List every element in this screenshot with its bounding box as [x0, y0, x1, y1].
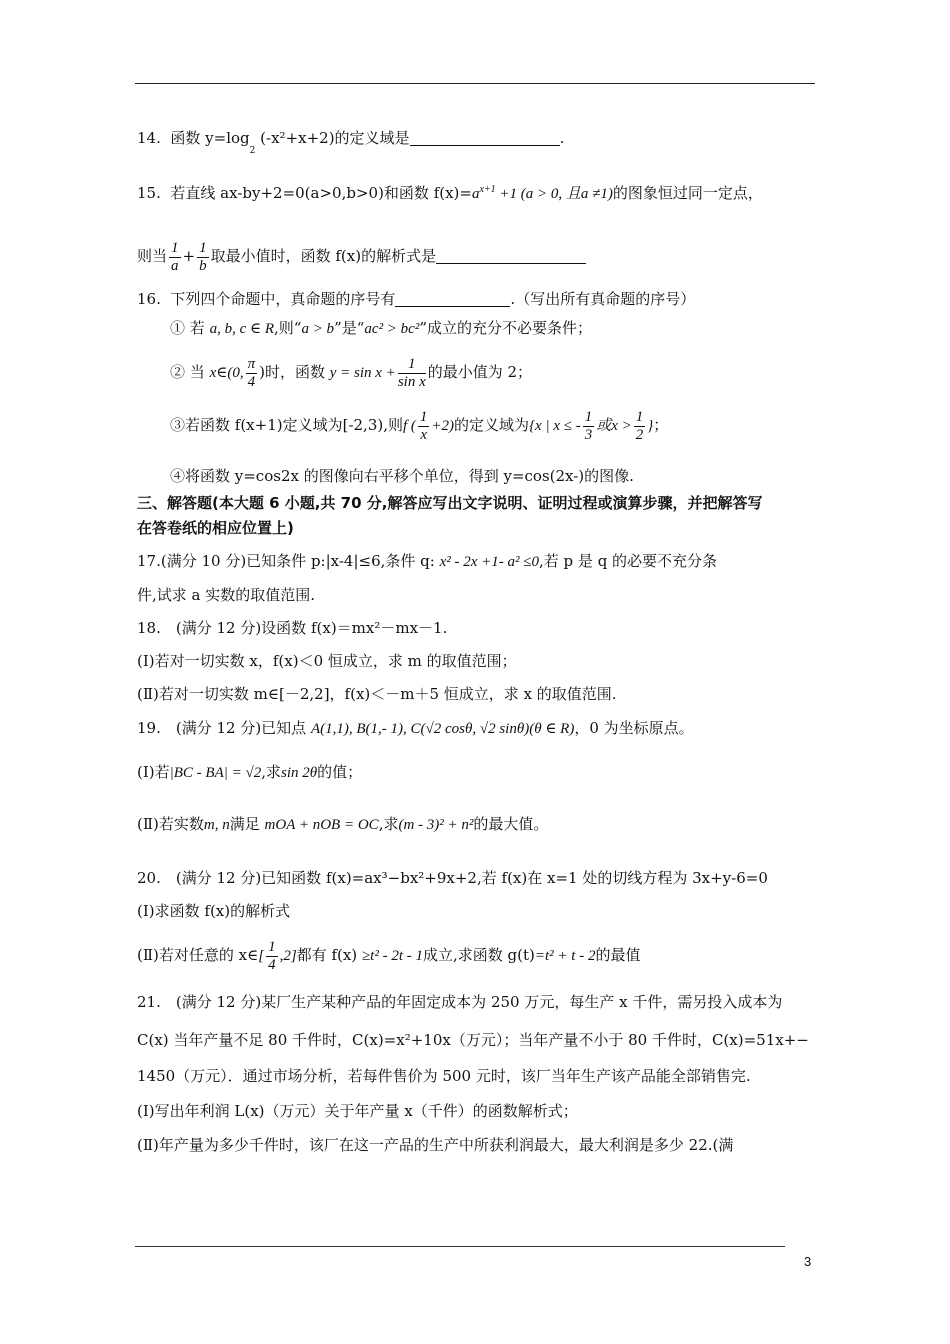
- q15-condition: (a > 0, 且a ≠1): [520, 186, 613, 202]
- q16-p3-fraction-1: $\frac{1}{x}$: [419, 408, 428, 443]
- question-17-line-2: 件,试求 a 实数的取值范围.: [137, 586, 316, 604]
- q15-plus-one: +1: [495, 186, 521, 202]
- q15-exponent: x+1: [479, 184, 496, 195]
- section-3-heading-2: 在答卷纸的相应位置上): [137, 519, 294, 537]
- q15-text-d: 则当: [137, 247, 168, 265]
- question-15-line-1: [137, 183, 763, 206]
- header-rule: [135, 83, 815, 84]
- question-17-line-1: 17.(满分 10 分)已知条件 p:|x-4|≤6,条件 q: x² - 2x +1- a² ≤0,若 p 是 q 的必要不充分条: [137, 552, 718, 570]
- question-21-part-i: (Ⅰ)写出年利润 L(x)（万元）关于年产量 x（千件）的函数解析式；: [137, 1102, 578, 1120]
- q16-answer-blank[interactable]: [395, 290, 510, 307]
- q16-text-a: 下列四个命题中，真命题的序号有: [170, 290, 396, 308]
- page-number: 3: [804, 1254, 812, 1269]
- question-15-line-2: [137, 236, 586, 276]
- q14-text-b: (-x²+x+2)的定义域是: [260, 129, 410, 147]
- question-19-part-i: (Ⅰ)若|BC - BA| = √2,求sin 2θ的值；: [137, 763, 363, 781]
- section-3-heading-1: 三、解答题(本大题 6 小题,共 70 分,解答应写出文字说明、证明过程或演算步骤，并把解答写: [137, 494, 763, 512]
- question-19-stem: 19. (满分 12 分)已知点 A(1,1), B(1,- 1), C(√2 cosθ, √2 sinθ)(θ ∈ R)，0 为坐标原点。: [137, 719, 694, 737]
- q16-proposition-3: ③若函数 f(x+1)定义域为[-2,3),则f ( $\frac{1}{x}$ +2)的定义域为{x | x ≤ - $\frac{1}{3}$ 或x > $\frac{1}{2}$ }；: [170, 408, 669, 443]
- q16-p3-fraction-3: $\frac{1}{2}$: [635, 408, 644, 443]
- footer-rule: [135, 1246, 785, 1247]
- question-20-stem: 20. (满分 12 分)已知函数 f(x)=ax³−bx²+9x+2,若 f(x)在 x=1 处的切线方程为 3x+y-6=0: [137, 869, 768, 887]
- q14-text-a: 函数 y=log: [170, 129, 250, 147]
- q15-text-e: 取最小值时，函数 f(x)的解析式是: [210, 247, 437, 265]
- question-18-part-ii: (Ⅱ)若对一切实数 m∈[－2,2]，f(x)＜－m＋5 恒成立，求 x 的取值范围.: [137, 685, 617, 703]
- q15-answer-blank[interactable]: [436, 247, 586, 264]
- q14-log-base: 2: [249, 146, 256, 156]
- q14-number: 14.: [137, 129, 161, 147]
- question-20-part-ii: (Ⅱ)若对任意的 x∈[ $\frac{1}{4}$ ,2]都有 f(x) ≥t² - 2t - 1成立,求函数 g(t)=t² + t - 2的最值: [137, 938, 641, 973]
- q16-number: 16.: [137, 290, 161, 308]
- q20-fraction: $\frac{1}{4}$: [268, 938, 276, 973]
- q16-proposition-1: ① 若 a, b, c ∈ R,则“a > b”是“ac² > bc²”成立的充分不必要条件；: [170, 319, 593, 337]
- q16-p2-fraction-1: $\frac{\pi}{4}$: [247, 355, 256, 390]
- q15-text-a: 若直线 ax-by+2=0(a>0,b>0)和函数 f(x)=: [170, 184, 472, 202]
- question-14: [137, 128, 565, 156]
- q15-text-c: 的图象恒过同一定点，: [612, 184, 763, 202]
- q16-text-b: .（写出所有真命题的序号）: [510, 290, 696, 308]
- q15-number: 15.: [137, 184, 161, 202]
- question-20-part-i: (Ⅰ)求函数 f(x)的解析式: [137, 902, 291, 920]
- q16-p3-fraction-2: $\frac{1}{3}$: [584, 408, 593, 443]
- question-21-line-3: 1450（万元）．通过市场分析，若每件售价为 500 元时，该厂当年生产该产品能全部销售完.: [137, 1067, 751, 1085]
- question-21-line-2: C(x) 当年产量不足 80 千件时，C(x)=x²+10x（万元）；当年产量不小于 80 千件时，C(x)=51x+−: [137, 1031, 809, 1049]
- question-19-part-ii: (Ⅱ)若实数m, n满足 mOA + nOB = OC,求(m - 3)² + n²的最大值。: [137, 815, 549, 833]
- question-21-line-1: 21. (满分 12 分)某厂生产某种产品的年固定成本为 250 万元，每生产 x 千件，需另投入成本为: [137, 993, 783, 1011]
- question-18-stem: 18. (满分 12 分)设函数 f(x)＝mx²－mx－1.: [137, 619, 448, 637]
- q15-fraction-2: $\frac{1}{b}$: [199, 239, 207, 274]
- q16-proposition-2: ② 当 x∈(0, $\frac{\pi}{4}$ )时，函数 y = sin x + $\frac{1}{\text{sin x}}$ 的最小值为 2；: [170, 355, 533, 390]
- q14-end: .: [559, 129, 565, 147]
- q14-answer-blank[interactable]: [410, 129, 560, 146]
- q15-base: a: [471, 186, 480, 202]
- q16-proposition-4: ④将函数 y=cos2x 的图像向右平移个单位，得到 y=cos(2x-)的图像.: [170, 467, 634, 485]
- question-16-stem: [137, 289, 695, 309]
- q15-plus: +: [182, 247, 196, 265]
- question-21-part-ii: (Ⅱ)年产量为多少千件时，该厂在这一产品的生产中所获利润最大，最大利润是多少 22.(满: [137, 1136, 734, 1154]
- q16-p2-fraction-2: $\frac{1}{\text{sin x}}$: [397, 355, 426, 390]
- q15-fraction-1: $\frac{1}{a}$: [171, 239, 179, 274]
- question-18-part-i: (Ⅰ)若对一切实数 x，f(x)＜0 恒成立，求 m 的取值范围；: [137, 652, 517, 670]
